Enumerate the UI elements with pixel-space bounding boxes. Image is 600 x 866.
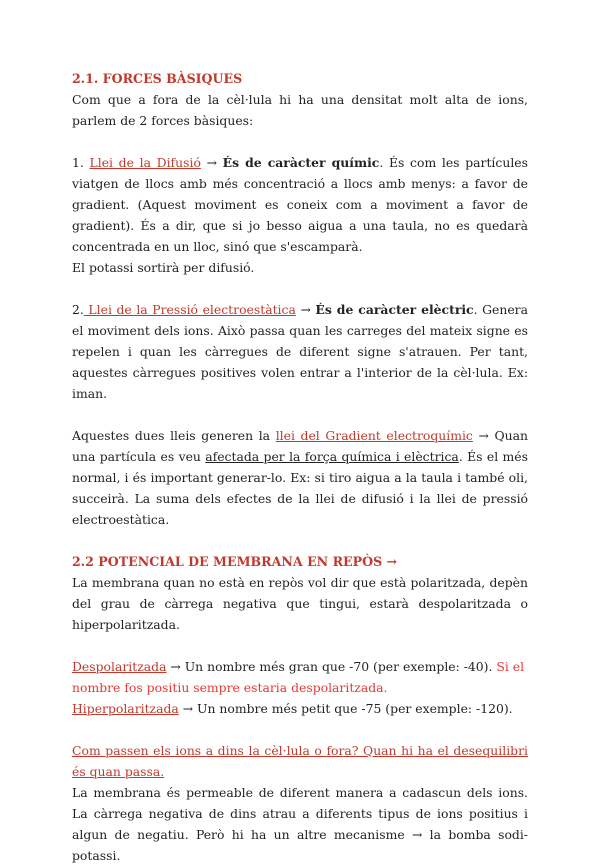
- electrostatic-text: . Genera el moviment dels ions. Això passa quan les carreges del mateix signe es repelen i quan les càrregues de diferent signe s'atrauen. Per tant, aquestes càrregues positives volen entrar a l'interior de la cèl·lula. Ex: iman.: [72, 302, 528, 401]
- hyperpolarized-text: → Un nombre més petit que -75 (per exemple: -120).: [178, 701, 513, 716]
- hyperpolarized-line: [72, 698, 528, 719]
- section-heading-forces: 2.1. FORCES BÀSIQUES: [72, 71, 243, 86]
- spacer: [72, 131, 528, 152]
- hyperpolarized-link[interactable]: Hiperpolaritzada: [72, 701, 179, 716]
- electrostatic-paragraph: [72, 299, 528, 404]
- chemical-nature-text: És de caràcter químic: [222, 155, 380, 170]
- spacer: [72, 404, 528, 425]
- permeability-paragraph: La membrana és permeable de diferent manera a cadascun dels ions. La càrrega negativa de dins atrau a diferents tipus de ions positius i algun de negatiu. Però hi ha un altre mecanisme → la bomba sodi-potassi.: [72, 785, 528, 863]
- depolarized-link[interactable]: Despolaritzada: [72, 659, 167, 674]
- gradient-law-link[interactable]: llei del Gradient electroquímic: [275, 428, 473, 443]
- question-link[interactable]: Com passen els ions a dins la cèl·lula o fora? Quan hi ha el desequilibri és quan passa.: [72, 743, 528, 779]
- force-underline-text: afectada per la força química i elèctrica: [205, 449, 459, 464]
- spacer: [72, 530, 528, 551]
- diffusion-law-link[interactable]: Llei de la Difusió: [89, 155, 201, 170]
- spacer: [72, 278, 528, 299]
- arrow: →: [295, 302, 316, 317]
- gradient-paragraph: [72, 425, 528, 530]
- electrostatic-law-link[interactable]: Llei de la Pressió electroestàtica: [83, 302, 296, 317]
- spacer: [72, 635, 528, 656]
- diffusion-text: . És com les partícules viatgen de llocs amb més concentració a llocs amb menys: a favor de gradient. (Aquest moviment es coneix com a moviment a favor de gradient). És a dir, que si jo besso aigua a una taula, no es quedarà concentrada en un lloc, sinó que s'escamparà.: [72, 155, 528, 254]
- gradient-text-a: Aquestes dues lleis generen la: [72, 428, 276, 443]
- potassium-line: El potassi sortirà per difusió.: [72, 260, 255, 275]
- electric-nature-text: És de caràcter elèctric: [315, 302, 474, 317]
- arrow: →: [200, 155, 223, 170]
- membrane-paragraph: La membrana quan no està en repòs vol dir que està polaritzada, depèn del grau de càrrega negativa que tingui, estarà despolaritzada o hiperpolaritzada.: [72, 575, 528, 632]
- depolarized-note: Si el nombre fos positiu sempre estaria despolaritzada.: [72, 659, 525, 695]
- diffusion-paragraph: [72, 152, 528, 257]
- intro-paragraph: Com que a fora de la cèl·lula hi ha una densitat molt alta de ions, parlem de 2 forces bàsiques:: [72, 92, 528, 128]
- spacer: [72, 719, 528, 740]
- gradient-text-b: → Quan una partícula es veu: [72, 428, 528, 464]
- gradient-text-c: . És el més normal, i és important generar-lo. Ex: si tiro aigua a la taula i també oli, succeirà. La suma dels efectes de la llei de difusió i la llei de pressió electroestàtica.: [72, 449, 528, 527]
- depolarized-line: [72, 656, 528, 698]
- item-number: 2.: [72, 302, 84, 317]
- document-page: [72, 68, 528, 866]
- item-number: 1.: [72, 155, 90, 170]
- section-heading-membrane: 2.2 POTENCIAL DE MEMBRANA EN REPÒS →: [72, 554, 398, 569]
- depolarized-text: → Un nombre més gran que -70 (per exemple: -40).: [166, 659, 497, 674]
